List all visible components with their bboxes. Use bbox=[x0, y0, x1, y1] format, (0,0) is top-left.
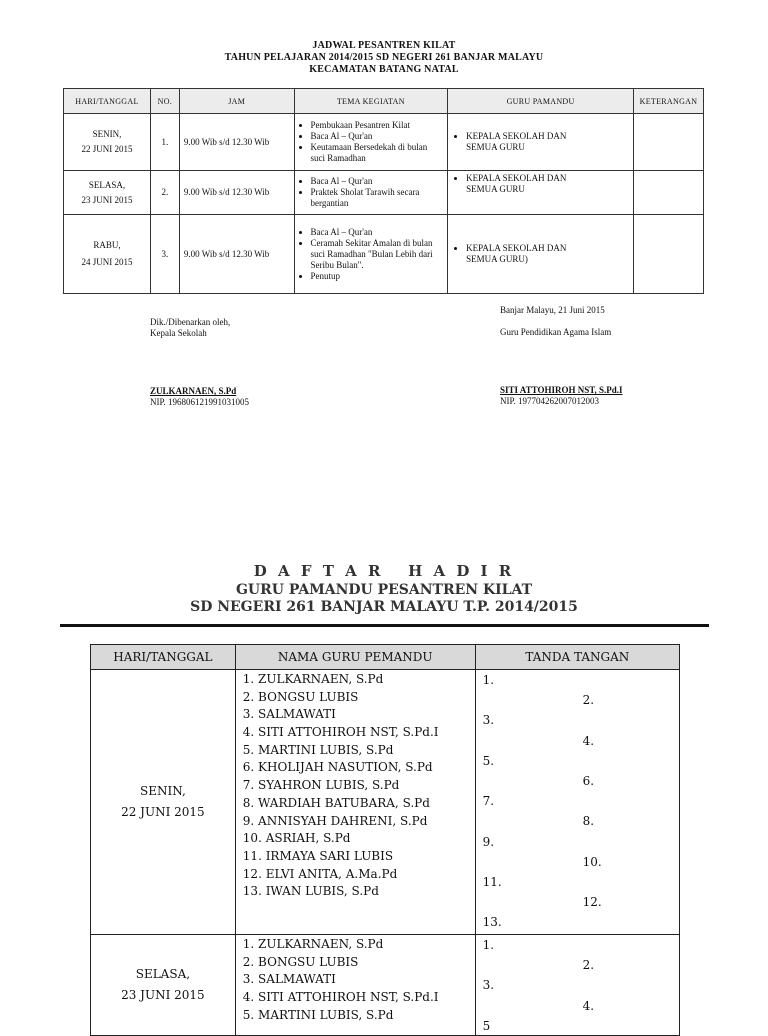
signature-slot: 10. bbox=[582, 854, 602, 869]
teacher-name: 4. SITI ATTOHIROH NST, S.Pd.I bbox=[242, 725, 439, 740]
signature-slot: 1. bbox=[482, 938, 495, 952]
signs-cell bbox=[475, 935, 679, 1036]
header-hari-tanggal: HARI/TANGGAL bbox=[91, 645, 236, 670]
signature-slot: 5 bbox=[482, 1018, 491, 1033]
teacher-name: 1. ZULKARNAEN, S.Pd bbox=[242, 672, 384, 686]
signature-left bbox=[150, 317, 249, 408]
signs-list bbox=[477, 936, 678, 1034]
names-cell bbox=[235, 670, 475, 935]
approver-nip: NIP. 196806121991031005 bbox=[150, 397, 250, 407]
signature-slot: 2. bbox=[582, 958, 595, 973]
day-label: SENIN, bbox=[92, 129, 122, 139]
header-tema: TEMA KEGIATAN bbox=[294, 89, 448, 114]
signer-nip: NIP. 197704262007012003 bbox=[500, 396, 600, 406]
teacher-name: 4. SITI ATTOHIROH NST, S.Pd.I bbox=[242, 990, 439, 1005]
header-hari-tanggal: HARI/TANGGAL bbox=[64, 89, 151, 114]
date-label: 24 JUNI 2015 bbox=[81, 257, 133, 267]
schedule-table bbox=[63, 88, 704, 294]
approver-name: ZULKARNAEN, S.Pd bbox=[150, 386, 237, 396]
signature-slot: 7. bbox=[482, 794, 495, 809]
attendance-table bbox=[90, 644, 680, 1036]
date-label: 23 JUNI 2015 bbox=[81, 194, 133, 205]
time-cell: 9.00 Wib s/d 12.30 Wib bbox=[179, 215, 294, 294]
theme-cell bbox=[294, 215, 448, 294]
schedule-subtitle: TAHUN PELAJARAN 2014/2015 SD NEGERI 261 BANJAR MALAYU bbox=[224, 52, 544, 63]
note-cell bbox=[633, 171, 703, 215]
signature-slot: 11. bbox=[482, 875, 502, 889]
signature-slot: 1. bbox=[482, 673, 495, 687]
attendance-title: D A F T A R H A D I R bbox=[253, 562, 515, 580]
divider bbox=[60, 624, 709, 627]
signs-list bbox=[477, 671, 678, 933]
teacher-name: 12. ELVI ANITA, A.Ma.Pd bbox=[242, 866, 398, 881]
teacher-name: 5. MARTINI LUBIS, S.Pd bbox=[242, 742, 394, 757]
note-cell bbox=[633, 215, 703, 294]
place-date: Banjar Malayu, 21 Juni 2015 bbox=[500, 305, 605, 315]
theme-cell bbox=[294, 114, 448, 171]
schedule-title: JADWAL PESANTREN KILAT bbox=[312, 40, 456, 51]
signature-slot: 12. bbox=[582, 895, 602, 910]
signer-role: Guru Pendidikan Agama Islam bbox=[500, 327, 612, 337]
teacher-name: 10. ASRIAH, S.Pd bbox=[242, 831, 351, 846]
signature-slot: 4. bbox=[582, 733, 595, 748]
time-cell: 9.00 Wib s/d 12.30 Wib bbox=[179, 171, 294, 215]
guide-cell bbox=[448, 215, 634, 294]
attendance-subtitle1: GURU PAMANDU PESANTREN KILAT bbox=[235, 582, 533, 598]
teacher-name: 5. MARTINI LUBIS, S.Pd bbox=[242, 1007, 394, 1022]
day-label: RABU, bbox=[93, 240, 121, 250]
signature-slot: 6. bbox=[582, 774, 595, 788]
schedule-header-row bbox=[64, 89, 704, 114]
guide-cell bbox=[448, 171, 634, 215]
day-label: SENIN, bbox=[140, 784, 186, 798]
teacher-name: 6. KHOLIJAH NASUTION, S.Pd bbox=[242, 760, 433, 775]
names-list bbox=[237, 936, 474, 1024]
teacher-name: 11. IRMAYA SARI LUBIS bbox=[242, 848, 394, 863]
signature-slot: 13. bbox=[482, 915, 502, 930]
day-cell bbox=[91, 670, 236, 935]
theme-item: • Penutup bbox=[311, 271, 444, 282]
theme-item: • Baca Al – Qur'an bbox=[311, 131, 444, 142]
teacher-name: 2. BONGSU LUBIS bbox=[242, 689, 359, 704]
teacher-name: 1. ZULKARNAEN, S.Pd bbox=[242, 937, 384, 951]
schedule-row bbox=[64, 114, 704, 171]
teacher-name: 9. ANNISYAH DAHRENI, S.Pd bbox=[242, 813, 428, 828]
schedule-district: KECAMATAN BATANG NATAL bbox=[309, 64, 459, 75]
teacher-name: 3. SALMAWATI bbox=[242, 972, 336, 987]
teacher-name: 2. BONGSU LUBIS bbox=[242, 954, 359, 969]
header-keterangan: KETERANGAN bbox=[633, 89, 703, 114]
day-cell bbox=[64, 215, 151, 294]
attendance-row bbox=[91, 935, 680, 1036]
day-cell bbox=[64, 114, 151, 171]
time-cell: 9.00 Wib s/d 12.30 Wib bbox=[179, 114, 294, 171]
signature-slot: 5. bbox=[482, 753, 495, 768]
theme-item: • Praktek Sholat Tarawih secara bergantian bbox=[311, 187, 444, 209]
schedule-row bbox=[64, 171, 704, 215]
header-jam: JAM bbox=[179, 89, 294, 114]
teacher-name: 3. SALMAWATI bbox=[242, 707, 336, 722]
day-label: SELASA, bbox=[88, 179, 126, 190]
names-list bbox=[237, 671, 474, 901]
signature-slot: 9. bbox=[482, 834, 495, 849]
approval-label: Dik./Dibenarkan oleh, bbox=[150, 317, 231, 327]
theme-item: • Baca Al – Qur'an bbox=[311, 176, 444, 187]
date-label: 22 JUNI 2015 bbox=[81, 144, 133, 154]
attendance-row bbox=[91, 670, 680, 935]
header-no: NO. bbox=[150, 89, 179, 114]
teacher-name: 13. IWAN LUBIS, S.Pd bbox=[242, 884, 379, 899]
attendance-header-row bbox=[91, 645, 680, 670]
names-cell bbox=[235, 935, 475, 1036]
theme-item: • Baca Al – Qur'an bbox=[311, 227, 444, 238]
teacher-name: 8. WARDIAH BATUBARA, S.Pd bbox=[242, 795, 430, 810]
signature-slot: 4. bbox=[582, 998, 595, 1013]
signature-slot: 3. bbox=[482, 713, 495, 728]
signature-slot: 8. bbox=[582, 814, 595, 829]
note-cell bbox=[633, 114, 703, 171]
no-cell: 2. bbox=[150, 171, 179, 215]
schedule-row bbox=[64, 215, 704, 294]
header-tanda-tangan: TANDA TANGAN bbox=[475, 645, 679, 670]
signature-slot: 2. bbox=[582, 693, 595, 708]
no-cell: 1. bbox=[150, 114, 179, 171]
guide-item: • KEPALA SEKOLAH DAN SEMUA GURU) bbox=[466, 243, 586, 265]
date-label: 23 JUNI 2015 bbox=[121, 988, 205, 1002]
guide-item: • KEPALA SEKOLAH DAN SEMUA GURU bbox=[466, 173, 586, 195]
teacher-name: 7. SYAHRON LUBIS, S.Pd bbox=[242, 778, 400, 793]
guide-item: • KEPALA SEKOLAH DAN SEMUA GURU bbox=[466, 131, 586, 153]
signature-right bbox=[500, 305, 623, 407]
theme-item: • Ceramah Sekitar Amalan di bulan suci Ramadhan "Bulan Lebih dari Seribu Bulan". bbox=[311, 238, 444, 271]
day-cell bbox=[64, 171, 151, 215]
date-label: 22 JUNI 2015 bbox=[121, 805, 205, 819]
signs-cell bbox=[475, 670, 679, 935]
no-cell: 3. bbox=[150, 215, 179, 294]
signature-slot: 3. bbox=[482, 978, 495, 993]
guide-cell bbox=[448, 114, 634, 171]
attendance-subtitle2: SD NEGERI 261 BANJAR MALAYU T.P. 2014/2015 bbox=[190, 599, 578, 615]
header-nama-guru: NAMA GURU PEMANDU bbox=[235, 645, 475, 670]
theme-item: • Keutamaan Bersedekah di bulan suci Ramadhan bbox=[311, 142, 444, 164]
day-label: SELASA, bbox=[135, 967, 191, 981]
theme-item: • Pembukaan Pesantren Kilat bbox=[311, 120, 444, 131]
theme-cell bbox=[294, 171, 448, 215]
header-guru: GURU PAMANDU bbox=[448, 89, 634, 114]
signer-name: SITI ATTOHIROH NST, S.Pd.I bbox=[500, 385, 623, 395]
day-cell bbox=[91, 935, 236, 1036]
approver-role: Kepala Sekolah bbox=[150, 328, 207, 338]
